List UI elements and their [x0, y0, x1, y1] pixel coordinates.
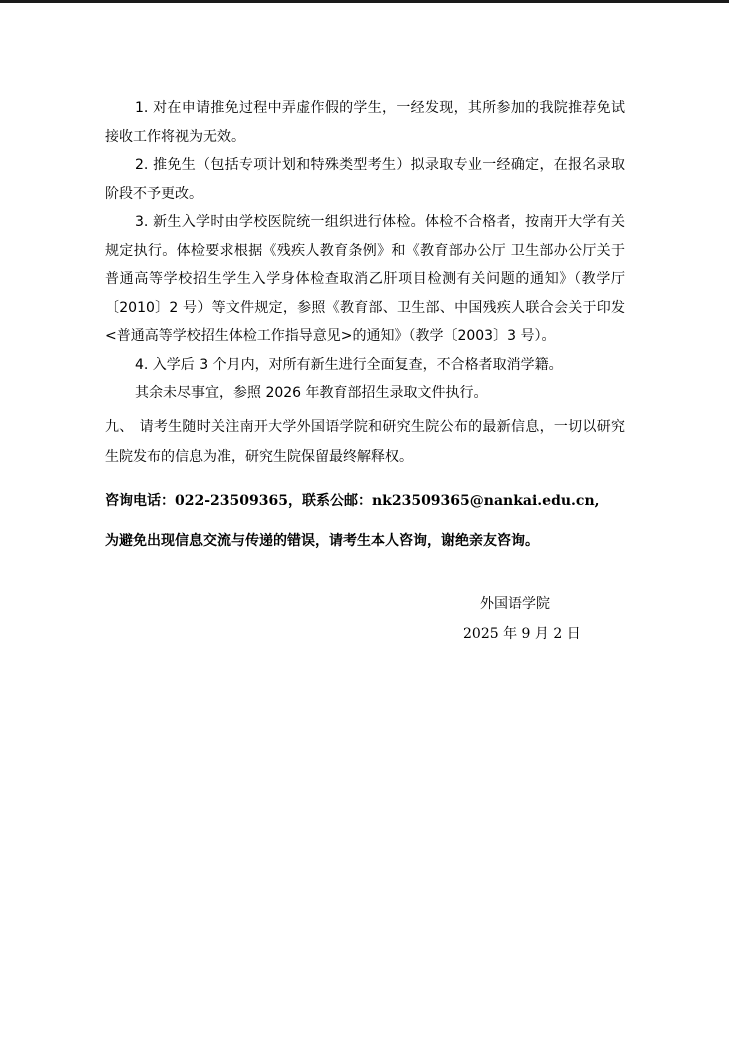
section-nine-text: 请考生随时关注南开大学外国语学院和研究生院公布的最新信息，一切以研究生院发布的信息为准，研究生院保留最终解释权。 [105, 418, 626, 465]
rule-item-1: 1. 对在申请推免过程中弄虚作假的学生，一经发现，其所参加的我院推荐免试接收工作将视为无效。 [105, 100, 625, 145]
section-nine-number: 九、 [105, 418, 134, 435]
rule-item-4: 4. 入学后 3 个月内，对所有新生进行全面复查，不合格者取消学籍。 [135, 356, 563, 373]
document-body [105, 94, 625, 556]
signature-date: 2025 年 9 月 2 日 [463, 626, 581, 642]
contact-info: 咨询电话：022-23509365，联系公邮：nk23509365@nankai.edu.cn, [105, 492, 600, 509]
rule-item-2: 2. 推免生（包括专项计划和特殊类型考生）拟录取专业一经确定，在报名录取阶段不予更改。 [105, 157, 625, 202]
remaining-matters-note: 其余未尽事宜，参照 2026 年教育部招生录取文件执行。 [135, 385, 488, 401]
top-border-line [0, 0, 729, 3]
rule-item-3: 3. 新生入学时由学校医院统一组织进行体检。体检不合格者，按南开大学有关规定执行。体检要求根据《残疾人教育条例》和《教育部办公厅 卫生部办公厅关于普通高等学校招生学生入学身体检查取消乙肝项目检测有关问题的通知》（教学厅〔2010〕2 号）等文件规定，参照《教育部、卫生部、中国残疾人联合会关于印发<普通高等学校招生体检工作指导意见>的通知》（教学〔2003〕3 号）。 [105, 214, 625, 344]
section-nine-paragraph [105, 412, 625, 472]
consultation-warning: 为避免出现信息交流与传递的错误，请考生本人咨询，谢绝亲友咨询。 [105, 532, 539, 549]
signature-block [105, 589, 625, 649]
signature-organization: 外国语学院 [480, 596, 550, 612]
